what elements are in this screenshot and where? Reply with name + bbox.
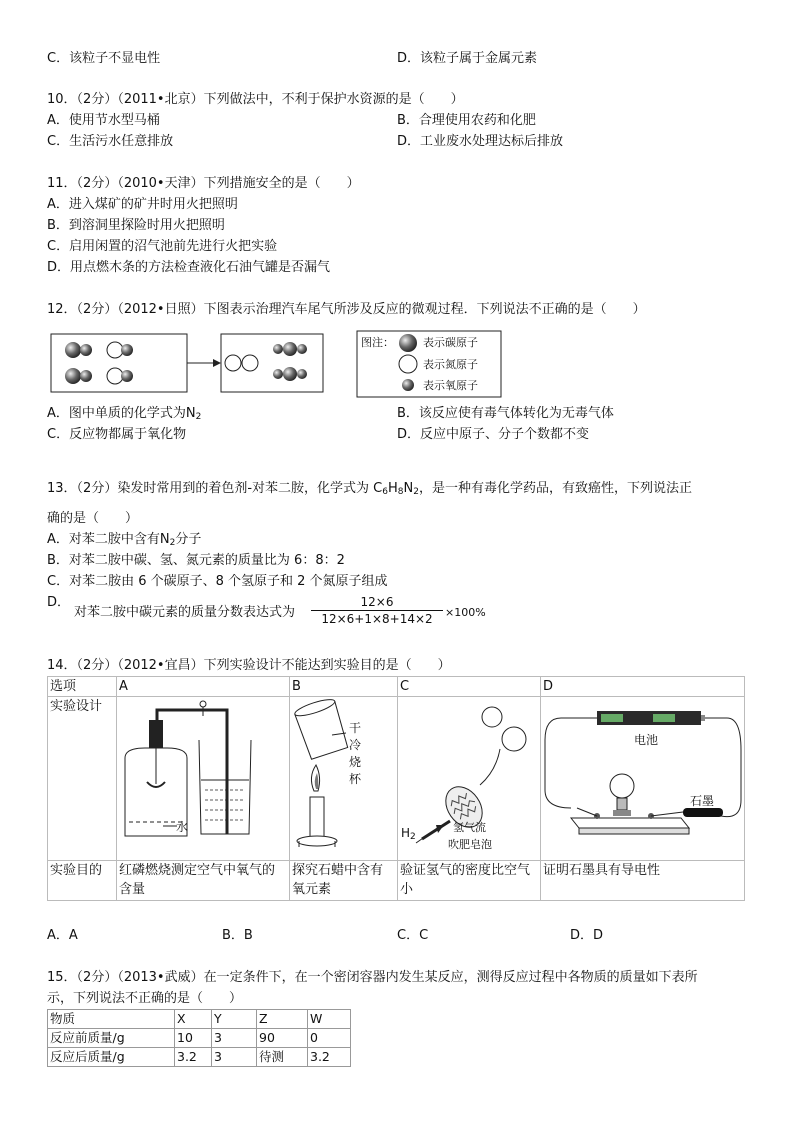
- apparatus-d-drawing: [541, 700, 747, 862]
- q10-option-a: A．使用节水型马桶: [47, 113, 160, 128]
- q14-answer-b: B．B: [222, 928, 253, 943]
- header-b: B: [290, 677, 398, 697]
- label-graphite: 石墨: [690, 794, 715, 808]
- q13-option-d-label: D．: [47, 595, 71, 610]
- q9-option-c: C．该粒子不显电性: [47, 51, 161, 66]
- q12-option-c: C．反应物都属于氧化物: [47, 427, 187, 442]
- q10-option-b: B．合理使用农药和化肥: [397, 113, 536, 128]
- q13-stem: 13．（2分）染发时常用到的着色剂-对苯二胺，化学式为 $C_6H_8N_2$，是一种有毒化学药品，有致癌性，下列说法正: [47, 481, 692, 497]
- header-d: D: [541, 677, 745, 697]
- mass-header: 物质: [48, 1010, 175, 1029]
- mass-header: W: [308, 1010, 351, 1029]
- candle: [310, 797, 324, 837]
- carbon-atom-icon: [399, 334, 417, 352]
- q11-option-c: C．启用闲置的沼气池前先进行火把实验: [47, 239, 278, 254]
- gas-arrow: [436, 825, 444, 833]
- q15-mass-table: [47, 1009, 351, 1067]
- q13-stem-cont: 确的是（ ）: [47, 511, 139, 526]
- q15-stem-cont: 示，下列说法不正确的是（ ）: [47, 991, 243, 1006]
- q13-fraction: [311, 594, 443, 627]
- q13-option-b: B．对苯二胺中碳、氢、氮元素的质量比为 6：8：2: [47, 553, 345, 568]
- q13-option-d-text: 对苯二胺中碳元素的质量分数表达式为: [74, 605, 296, 620]
- label-cold-cup: 干 冷 烧 杯: [349, 721, 362, 786]
- q11-option-a: A．进入煤矿的矿井时用火把照明: [47, 197, 238, 212]
- mass-header: Y: [212, 1010, 257, 1029]
- table-row: 反应前质量/g 10 3 90 0: [48, 1029, 351, 1048]
- row-design-label: 实验设计: [48, 697, 117, 861]
- q14-answer-a: A．A: [47, 928, 78, 943]
- q10-option-d: D．工业废水处理达标后排放: [397, 134, 564, 149]
- purpose-a: 红磷燃烧测定空气中氧气的 含量: [117, 861, 290, 901]
- fraction-numerator: 12×6: [360, 595, 394, 609]
- q12-option-d: D．反应中原子、分子个数都不变: [397, 427, 590, 442]
- q14-answer-c: C．C: [397, 928, 429, 943]
- q13-option-a: A．对苯二胺中含有$N_2$分子: [47, 532, 202, 548]
- nitrogen-atom-icon: [399, 355, 417, 373]
- legend-carbon: 表示碳原子: [423, 336, 478, 349]
- label-h2: $H_2$: [401, 826, 416, 842]
- cold-beaker: [293, 697, 349, 760]
- graphite-rod: [683, 808, 723, 817]
- co-molecule: [65, 342, 92, 358]
- purpose-b: 探究石蜡中含有 氧元素: [290, 861, 398, 901]
- co2-molecule: [273, 367, 307, 381]
- wire-left: [545, 718, 597, 808]
- mass-header: X: [175, 1010, 212, 1029]
- label-blow-bubble: 吹肥皂泡: [448, 838, 492, 851]
- label-hydrogen-flow: 氢气流: [453, 821, 486, 834]
- q12-option-a: A．图中单质的化学式为$N_2$: [47, 406, 202, 422]
- legend-oxygen: 表示氧原子: [423, 379, 478, 392]
- q14-answer-d: D．D: [570, 928, 604, 943]
- co2-molecule: [273, 342, 307, 356]
- header-option: 选项: [48, 677, 117, 697]
- q10-stem: 10．（2分）（2011•北京）下列做法中，不利于保护水资源的是（ ）: [47, 92, 464, 107]
- base-board: [571, 818, 689, 828]
- q14-stem: 14．（2分）（2012•宜昌）下列实验设计不能达到实验目的是（ ）: [47, 658, 451, 673]
- q11-option-b: B．到溶洞里探险时用火把照明: [47, 218, 225, 233]
- no-molecule: [107, 342, 133, 358]
- q13-option-c: C．对苯二胺由 6 个碳原子、8 个氢原子和 2 个氮原子组成: [47, 574, 388, 589]
- mass-header: Z: [257, 1010, 308, 1029]
- q12-stem: 12．（2分）（2012•日照）下图表示治理汽车尾气所涉及反应的微观过程．下列说法不正确的是（ ）: [47, 302, 646, 317]
- purpose-c: 验证氢气的密度比空气 小: [398, 861, 541, 901]
- q13-fraction-tail: ×100%: [445, 606, 486, 619]
- bubble-stem: [480, 749, 500, 785]
- label-battery: 电池: [634, 733, 659, 747]
- q15-stem: 15．（2分）（2013•武威）在一定条件下，在一个密闭容器内发生某反应，测得反应过程中各物质的质量如下表所: [47, 970, 698, 985]
- soap-bubble-small: [482, 707, 502, 727]
- row-purpose-label: 实验目的: [48, 861, 117, 901]
- fraction-denominator: 12×6+1×8+14×2: [311, 610, 443, 627]
- soap-bubble: [502, 727, 526, 751]
- q11-stem: 11．（2分）（2010•天津）下列措施安全的是（ ）: [47, 176, 360, 191]
- co-molecule: [65, 368, 92, 384]
- table-row: 反应后质量/g 3.2 3 待测 3.2: [48, 1048, 351, 1067]
- light-bulb: [610, 774, 634, 798]
- legend-nitrogen: 表示氮原子: [423, 358, 478, 371]
- q10-option-c: C．生活污水任意排放: [47, 134, 174, 149]
- apparatus-a-drawing: [115, 700, 285, 862]
- oxygen-atom-icon: [402, 379, 414, 391]
- header-c: C: [398, 677, 541, 697]
- q9-option-d: D．该粒子属于金属元素: [397, 51, 538, 66]
- header-a: A: [117, 677, 290, 697]
- purpose-d: 证明石墨具有导电性: [541, 861, 745, 901]
- no-molecule: [107, 368, 133, 384]
- label-water: 水: [176, 820, 189, 834]
- legend-title: 图注：: [361, 336, 394, 349]
- q12-option-b: B．该反应使有毒气体转化为无毒气体: [397, 406, 614, 421]
- q11-option-d: D．用点燃木条的方法检查液化石油气罐是否漏气: [47, 260, 331, 275]
- apparatus-b-drawing: [288, 697, 392, 863]
